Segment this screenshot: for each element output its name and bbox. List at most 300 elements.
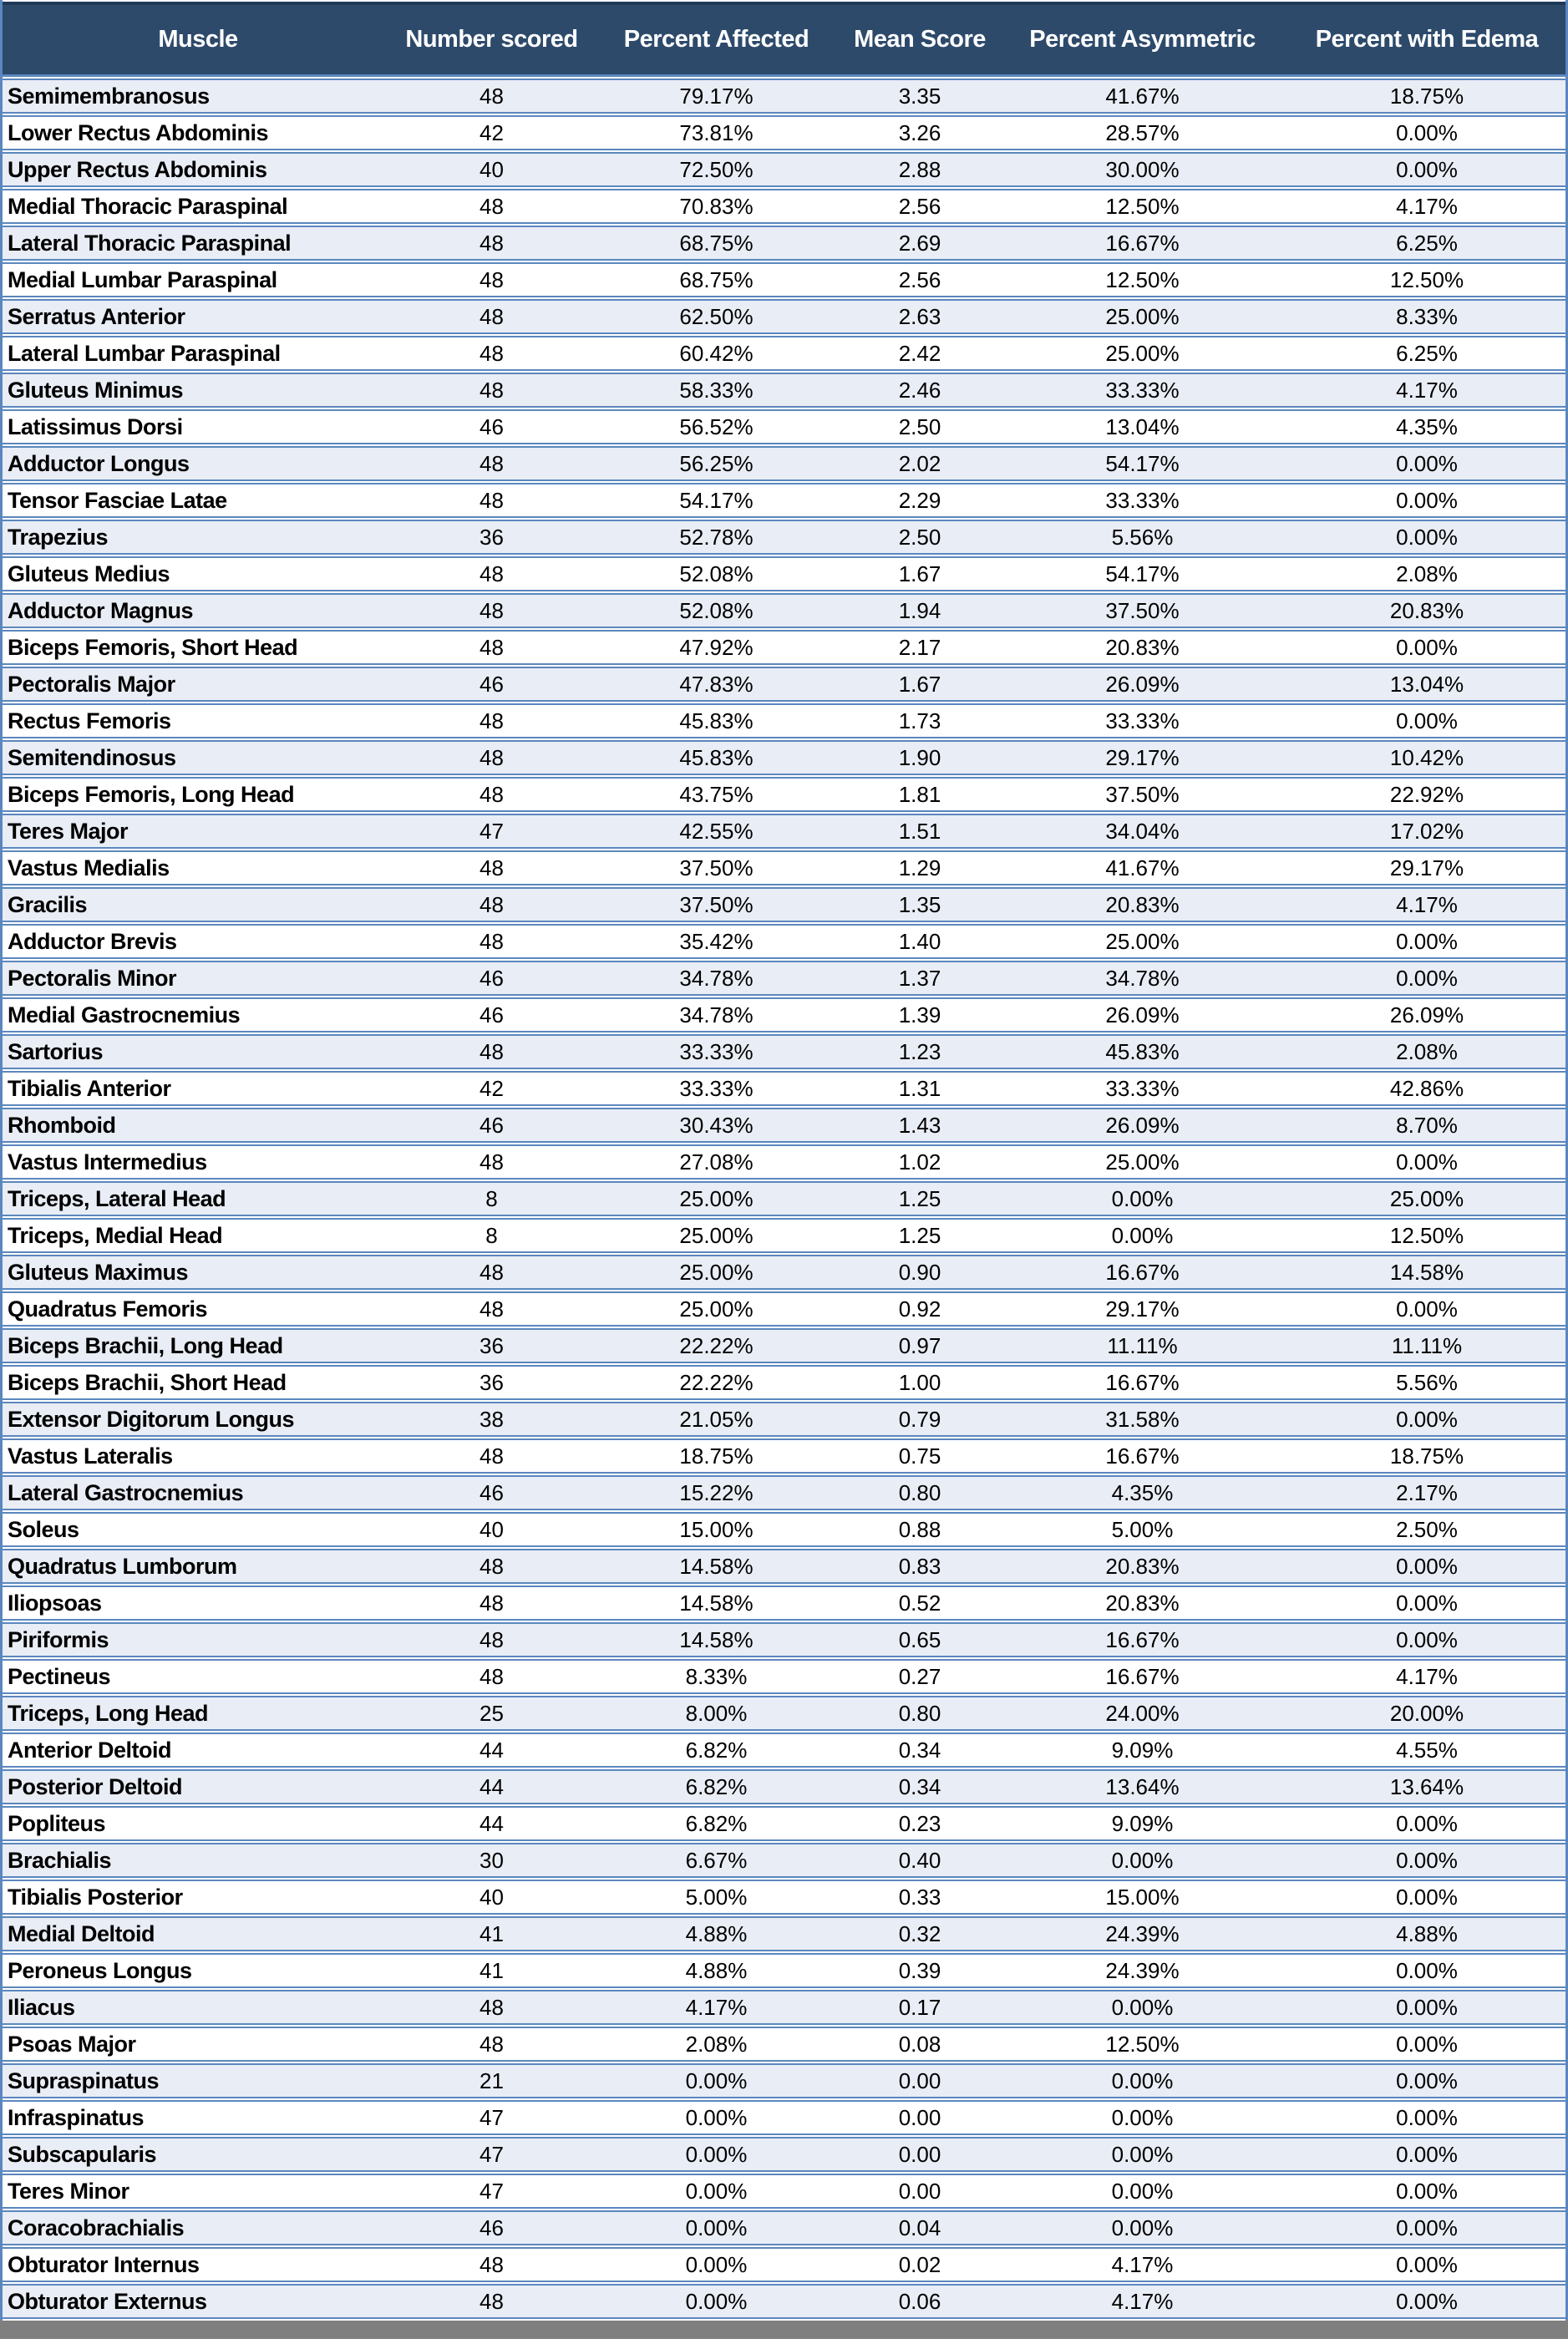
muscle-name-cell: Adductor Brevis bbox=[3, 924, 393, 959]
muscle-name-cell: Pectoralis Minor bbox=[3, 961, 393, 996]
table-row bbox=[3, 373, 1565, 408]
percent-asymmetric-cell: 5.56% bbox=[997, 520, 1288, 555]
number-scored-cell: 48 bbox=[393, 483, 590, 518]
percent-affected-cell: 0.00% bbox=[590, 2100, 843, 2135]
percent-asymmetric-cell: 11.11% bbox=[997, 1328, 1288, 1363]
percent-with-edema-cell: 4.88% bbox=[1288, 1916, 1565, 1951]
muscle-name-cell: Tensor Fasciae Latae bbox=[3, 483, 393, 518]
table-row bbox=[3, 520, 1565, 555]
percent-with-edema-cell: 17.02% bbox=[1288, 814, 1565, 849]
number-scored-cell: 48 bbox=[393, 299, 590, 334]
mean-score-cell: 0.65 bbox=[843, 1622, 997, 1657]
percent-affected-cell: 47.83% bbox=[590, 667, 843, 702]
muscle-name-cell: Lateral Thoracic Paraspinal bbox=[3, 226, 393, 261]
percent-with-edema-cell: 18.75% bbox=[1288, 79, 1565, 114]
percent-asymmetric-cell: 16.67% bbox=[997, 1255, 1288, 1290]
percent-with-edema-cell: 0.00% bbox=[1288, 961, 1565, 996]
muscle-name-cell: Semitendinosus bbox=[3, 740, 393, 775]
table-row bbox=[3, 667, 1565, 702]
mean-score-cell: 1.73 bbox=[843, 703, 997, 738]
mean-score-cell: 0.23 bbox=[843, 1806, 997, 1841]
percent-asymmetric-cell: 30.00% bbox=[997, 152, 1288, 187]
percent-with-edema-cell: 20.83% bbox=[1288, 593, 1565, 628]
percent-asymmetric-cell: 16.67% bbox=[997, 1622, 1288, 1657]
percent-asymmetric-cell: 12.50% bbox=[997, 189, 1288, 224]
percent-with-edema-cell: 22.92% bbox=[1288, 777, 1565, 812]
table-row bbox=[3, 1990, 1565, 2025]
percent-with-edema-cell: 0.00% bbox=[1288, 630, 1565, 665]
percent-with-edema-cell: 0.00% bbox=[1288, 2137, 1565, 2172]
number-scored-cell: 8 bbox=[393, 1218, 590, 1253]
percent-asymmetric-cell: 16.67% bbox=[997, 1438, 1288, 1474]
percent-affected-cell: 72.50% bbox=[590, 152, 843, 187]
percent-affected-cell: 25.00% bbox=[590, 1291, 843, 1327]
percent-asymmetric-cell: 4.17% bbox=[997, 2247, 1288, 2282]
percent-asymmetric-cell: 25.00% bbox=[997, 336, 1288, 371]
percent-asymmetric-cell: 37.50% bbox=[997, 593, 1288, 628]
percent-with-edema-cell: 2.50% bbox=[1288, 1512, 1565, 1547]
percent-with-edema-cell: 0.00% bbox=[1288, 1990, 1565, 2025]
percent-with-edema-cell: 0.00% bbox=[1288, 1843, 1565, 1878]
column-header-mean-score: Mean Score bbox=[843, 2, 997, 77]
muscle-name-cell: Adductor Magnus bbox=[3, 593, 393, 628]
number-scored-cell: 40 bbox=[393, 1512, 590, 1547]
number-scored-cell: 48 bbox=[393, 1622, 590, 1657]
muscle-name-cell: Biceps Brachii, Short Head bbox=[3, 1365, 393, 1400]
percent-with-edema-cell: 4.17% bbox=[1288, 189, 1565, 224]
percent-asymmetric-cell: 33.33% bbox=[997, 1071, 1288, 1106]
number-scored-cell: 44 bbox=[393, 1733, 590, 1768]
table-row bbox=[3, 336, 1565, 371]
mean-score-cell: 0.39 bbox=[843, 1953, 997, 1988]
number-scored-cell: 48 bbox=[393, 1438, 590, 1474]
table-row bbox=[3, 1365, 1565, 1400]
number-scored-cell: 46 bbox=[393, 997, 590, 1032]
table-row bbox=[3, 630, 1565, 665]
muscle-name-cell: Adductor Longus bbox=[3, 446, 393, 481]
table-row bbox=[3, 1402, 1565, 1437]
mean-score-cell: 0.04 bbox=[843, 2210, 997, 2245]
table-row bbox=[3, 814, 1565, 849]
percent-with-edema-cell: 0.00% bbox=[1288, 1880, 1565, 1915]
number-scored-cell: 48 bbox=[393, 850, 590, 885]
number-scored-cell: 47 bbox=[393, 2137, 590, 2172]
percent-affected-cell: 56.52% bbox=[590, 409, 843, 444]
number-scored-cell: 46 bbox=[393, 1108, 590, 1143]
percent-affected-cell: 37.50% bbox=[590, 850, 843, 885]
percent-affected-cell: 0.00% bbox=[590, 2284, 843, 2319]
percent-asymmetric-cell: 54.17% bbox=[997, 556, 1288, 591]
number-scored-cell: 36 bbox=[393, 1365, 590, 1400]
table-row bbox=[3, 262, 1565, 297]
percent-affected-cell: 68.75% bbox=[590, 226, 843, 261]
number-scored-cell: 44 bbox=[393, 1806, 590, 1841]
percent-affected-cell: 43.75% bbox=[590, 777, 843, 812]
number-scored-cell: 47 bbox=[393, 2174, 590, 2209]
percent-with-edema-cell: 0.00% bbox=[1288, 2247, 1565, 2282]
mean-score-cell: 1.51 bbox=[843, 814, 997, 849]
muscle-name-cell: Gluteus Maximus bbox=[3, 1255, 393, 1290]
muscle-name-cell: Teres Minor bbox=[3, 2174, 393, 2209]
number-scored-cell: 48 bbox=[393, 2027, 590, 2062]
muscle-name-cell: Gluteus Minimus bbox=[3, 373, 393, 408]
number-scored-cell: 36 bbox=[393, 1328, 590, 1363]
mean-score-cell: 1.40 bbox=[843, 924, 997, 959]
mean-score-cell: 0.08 bbox=[843, 2027, 997, 2062]
percent-affected-cell: 35.42% bbox=[590, 924, 843, 959]
number-scored-cell: 48 bbox=[393, 777, 590, 812]
percent-affected-cell: 15.22% bbox=[590, 1475, 843, 1510]
table-row bbox=[3, 299, 1565, 334]
mean-score-cell: 1.25 bbox=[843, 1181, 997, 1216]
number-scored-cell: 48 bbox=[393, 226, 590, 261]
percent-asymmetric-cell: 34.04% bbox=[997, 814, 1288, 849]
percent-asymmetric-cell: 24.39% bbox=[997, 1916, 1288, 1951]
table-row bbox=[3, 593, 1565, 628]
mean-score-cell: 0.33 bbox=[843, 1880, 997, 1915]
mean-score-cell: 3.26 bbox=[843, 115, 997, 150]
muscle-name-cell: Quadratus Lumborum bbox=[3, 1549, 393, 1584]
percent-with-edema-cell: 4.17% bbox=[1288, 1659, 1565, 1694]
percent-with-edema-cell: 0.00% bbox=[1288, 2210, 1565, 2245]
percent-with-edema-cell: 0.00% bbox=[1288, 1402, 1565, 1437]
percent-with-edema-cell: 13.04% bbox=[1288, 667, 1565, 702]
percent-affected-cell: 56.25% bbox=[590, 446, 843, 481]
percent-with-edema-cell: 4.17% bbox=[1288, 887, 1565, 922]
percent-with-edema-cell: 2.17% bbox=[1288, 1475, 1565, 1510]
muscle-name-cell: Triceps, Medial Head bbox=[3, 1218, 393, 1253]
mean-score-cell: 1.35 bbox=[843, 887, 997, 922]
table-row bbox=[3, 1071, 1565, 1106]
percent-asymmetric-cell: 20.83% bbox=[997, 1585, 1288, 1621]
number-scored-cell: 48 bbox=[393, 2284, 590, 2319]
mean-score-cell: 0.06 bbox=[843, 2284, 997, 2319]
number-scored-cell: 48 bbox=[393, 703, 590, 738]
table-row bbox=[3, 2210, 1565, 2245]
muscle-name-cell: Triceps, Long Head bbox=[3, 1696, 393, 1731]
percent-asymmetric-cell: 12.50% bbox=[997, 2027, 1288, 2062]
mean-score-cell: 0.80 bbox=[843, 1696, 997, 1731]
table-row bbox=[3, 189, 1565, 224]
percent-asymmetric-cell: 15.00% bbox=[997, 1880, 1288, 1915]
number-scored-cell: 46 bbox=[393, 961, 590, 996]
mean-score-cell: 2.69 bbox=[843, 226, 997, 261]
percent-asymmetric-cell: 9.09% bbox=[997, 1806, 1288, 1841]
percent-affected-cell: 6.82% bbox=[590, 1806, 843, 1841]
percent-affected-cell: 14.58% bbox=[590, 1585, 843, 1621]
table-row bbox=[3, 1769, 1565, 1804]
table-row bbox=[3, 1953, 1565, 1988]
mean-score-cell: 1.43 bbox=[843, 1108, 997, 1143]
table-row bbox=[3, 1696, 1565, 1731]
table-row bbox=[3, 1218, 1565, 1253]
muscle-name-cell: Tibialis Anterior bbox=[3, 1071, 393, 1106]
mean-score-cell: 0.52 bbox=[843, 1585, 997, 1621]
number-scored-cell: 48 bbox=[393, 1255, 590, 1290]
percent-asymmetric-cell: 45.83% bbox=[997, 1034, 1288, 1069]
percent-with-edema-cell: 5.56% bbox=[1288, 1365, 1565, 1400]
muscle-name-cell: Tibialis Posterior bbox=[3, 1880, 393, 1915]
mean-score-cell: 0.00 bbox=[843, 2100, 997, 2135]
percent-affected-cell: 33.33% bbox=[590, 1034, 843, 1069]
percent-with-edema-cell: 0.00% bbox=[1288, 152, 1565, 187]
muscle-name-cell: Pectoralis Major bbox=[3, 667, 393, 702]
percent-affected-cell: 52.78% bbox=[590, 520, 843, 555]
mean-score-cell: 2.17 bbox=[843, 630, 997, 665]
bottom-gray-bar bbox=[0, 2321, 1568, 2339]
percent-with-edema-cell: 11.11% bbox=[1288, 1328, 1565, 1363]
percent-asymmetric-cell: 20.83% bbox=[997, 1549, 1288, 1584]
percent-affected-cell: 25.00% bbox=[590, 1181, 843, 1216]
percent-affected-cell: 68.75% bbox=[590, 262, 843, 297]
percent-with-edema-cell: 0.00% bbox=[1288, 1622, 1565, 1657]
number-scored-cell: 48 bbox=[393, 887, 590, 922]
percent-asymmetric-cell: 24.39% bbox=[997, 1953, 1288, 1988]
table-row bbox=[3, 1328, 1565, 1363]
percent-affected-cell: 18.75% bbox=[590, 1438, 843, 1474]
percent-affected-cell: 0.00% bbox=[590, 2174, 843, 2209]
percent-affected-cell: 14.58% bbox=[590, 1549, 843, 1584]
mean-score-cell: 0.80 bbox=[843, 1475, 997, 1510]
table-row bbox=[3, 1512, 1565, 1547]
percent-asymmetric-cell: 16.67% bbox=[997, 226, 1288, 261]
mean-score-cell: 1.31 bbox=[843, 1071, 997, 1106]
percent-asymmetric-cell: 24.00% bbox=[997, 1696, 1288, 1731]
mean-score-cell: 0.17 bbox=[843, 1990, 997, 2025]
muscle-name-cell: Subscapularis bbox=[3, 2137, 393, 2172]
percent-affected-cell: 0.00% bbox=[590, 2247, 843, 2282]
muscle-name-cell: Obturator Externus bbox=[3, 2284, 393, 2319]
percent-asymmetric-cell: 37.50% bbox=[997, 777, 1288, 812]
number-scored-cell: 47 bbox=[393, 2100, 590, 2135]
percent-with-edema-cell: 0.00% bbox=[1288, 446, 1565, 481]
percent-asymmetric-cell: 12.50% bbox=[997, 262, 1288, 297]
muscle-name-cell: Coracobrachialis bbox=[3, 2210, 393, 2245]
percent-asymmetric-cell: 0.00% bbox=[997, 1181, 1288, 1216]
table-row bbox=[3, 850, 1565, 885]
mean-score-cell: 1.29 bbox=[843, 850, 997, 885]
number-scored-cell: 8 bbox=[393, 1181, 590, 1216]
muscle-name-cell: Iliacus bbox=[3, 1990, 393, 2025]
percent-affected-cell: 6.82% bbox=[590, 1769, 843, 1804]
header-row bbox=[3, 2, 1565, 77]
number-scored-cell: 36 bbox=[393, 520, 590, 555]
percent-asymmetric-cell: 26.09% bbox=[997, 667, 1288, 702]
percent-affected-cell: 60.42% bbox=[590, 336, 843, 371]
mean-score-cell: 2.63 bbox=[843, 299, 997, 334]
percent-affected-cell: 37.50% bbox=[590, 887, 843, 922]
number-scored-cell: 41 bbox=[393, 1916, 590, 1951]
number-scored-cell: 48 bbox=[393, 630, 590, 665]
muscle-name-cell: Trapezius bbox=[3, 520, 393, 555]
percent-with-edema-cell: 6.25% bbox=[1288, 226, 1565, 261]
percent-with-edema-cell: 18.75% bbox=[1288, 1438, 1565, 1474]
percent-with-edema-cell: 13.64% bbox=[1288, 1769, 1565, 1804]
percent-asymmetric-cell: 16.67% bbox=[997, 1365, 1288, 1400]
number-scored-cell: 46 bbox=[393, 409, 590, 444]
percent-asymmetric-cell: 33.33% bbox=[997, 483, 1288, 518]
mean-score-cell: 0.34 bbox=[843, 1733, 997, 1768]
table-row bbox=[3, 1585, 1565, 1621]
muscle-name-cell: Extensor Digitorum Longus bbox=[3, 1402, 393, 1437]
muscle-name-cell: Psoas Major bbox=[3, 2027, 393, 2062]
percent-affected-cell: 34.78% bbox=[590, 997, 843, 1032]
percent-affected-cell: 52.08% bbox=[590, 593, 843, 628]
percent-with-edema-cell: 12.50% bbox=[1288, 1218, 1565, 1253]
muscle-data-table bbox=[3, 0, 1565, 2321]
percent-with-edema-cell: 0.00% bbox=[1288, 520, 1565, 555]
percent-with-edema-cell: 0.00% bbox=[1288, 1549, 1565, 1584]
percent-affected-cell: 5.00% bbox=[590, 1880, 843, 1915]
mean-score-cell: 1.25 bbox=[843, 1218, 997, 1253]
column-header-number-scored: Number scored bbox=[393, 2, 590, 77]
table-row bbox=[3, 115, 1565, 150]
percent-with-edema-cell: 4.17% bbox=[1288, 373, 1565, 408]
percent-asymmetric-cell: 31.58% bbox=[997, 1402, 1288, 1437]
table-row bbox=[3, 2063, 1565, 2098]
percent-with-edema-cell: 0.00% bbox=[1288, 1585, 1565, 1621]
mean-score-cell: 0.92 bbox=[843, 1291, 997, 1327]
percent-asymmetric-cell: 0.00% bbox=[997, 2100, 1288, 2135]
muscle-name-cell: Semimembranosus bbox=[3, 79, 393, 114]
percent-affected-cell: 62.50% bbox=[590, 299, 843, 334]
mean-score-cell: 2.88 bbox=[843, 152, 997, 187]
muscle-name-cell: Lateral Lumbar Paraspinal bbox=[3, 336, 393, 371]
percent-asymmetric-cell: 0.00% bbox=[997, 1990, 1288, 2025]
table-row bbox=[3, 1880, 1565, 1915]
table-row bbox=[3, 556, 1565, 591]
number-scored-cell: 48 bbox=[393, 1585, 590, 1621]
table-row bbox=[3, 2137, 1565, 2172]
table-row bbox=[3, 740, 1565, 775]
percent-with-edema-cell: 26.09% bbox=[1288, 997, 1565, 1032]
muscle-name-cell: Medial Lumbar Paraspinal bbox=[3, 262, 393, 297]
percent-affected-cell: 4.88% bbox=[590, 1953, 843, 1988]
muscle-name-cell: Popliteus bbox=[3, 1806, 393, 1841]
mean-score-cell: 0.00 bbox=[843, 2137, 997, 2172]
number-scored-cell: 46 bbox=[393, 667, 590, 702]
mean-score-cell: 1.39 bbox=[843, 997, 997, 1032]
percent-with-edema-cell: 10.42% bbox=[1288, 740, 1565, 775]
table-row bbox=[3, 1181, 1565, 1216]
mean-score-cell: 0.34 bbox=[843, 1769, 997, 1804]
mean-score-cell: 0.32 bbox=[843, 1916, 997, 1951]
percent-asymmetric-cell: 0.00% bbox=[997, 2137, 1288, 2172]
percent-with-edema-cell: 0.00% bbox=[1288, 115, 1565, 150]
percent-asymmetric-cell: 29.17% bbox=[997, 1291, 1288, 1327]
muscle-name-cell: Obturator Internus bbox=[3, 2247, 393, 2282]
table-row bbox=[3, 2247, 1565, 2282]
number-scored-cell: 46 bbox=[393, 2210, 590, 2245]
percent-affected-cell: 8.33% bbox=[590, 1659, 843, 1694]
number-scored-cell: 40 bbox=[393, 152, 590, 187]
percent-asymmetric-cell: 41.67% bbox=[997, 850, 1288, 885]
mean-score-cell: 0.97 bbox=[843, 1328, 997, 1363]
percent-affected-cell: 73.81% bbox=[590, 115, 843, 150]
percent-with-edema-cell: 0.00% bbox=[1288, 2284, 1565, 2319]
mean-score-cell: 1.37 bbox=[843, 961, 997, 996]
mean-score-cell: 2.50 bbox=[843, 520, 997, 555]
number-scored-cell: 48 bbox=[393, 1291, 590, 1327]
muscle-name-cell: Piriformis bbox=[3, 1622, 393, 1657]
percent-asymmetric-cell: 13.04% bbox=[997, 409, 1288, 444]
muscle-name-cell: Rhomboid bbox=[3, 1108, 393, 1143]
mean-score-cell: 2.02 bbox=[843, 446, 997, 481]
percent-asymmetric-cell: 0.00% bbox=[997, 2063, 1288, 2098]
number-scored-cell: 38 bbox=[393, 1402, 590, 1437]
number-scored-cell: 44 bbox=[393, 1769, 590, 1804]
table-row bbox=[3, 961, 1565, 996]
mean-score-cell: 1.67 bbox=[843, 667, 997, 702]
number-scored-cell: 40 bbox=[393, 1880, 590, 1915]
muscle-name-cell: Vastus Intermedius bbox=[3, 1144, 393, 1180]
muscle-name-cell: Biceps Brachii, Long Head bbox=[3, 1328, 393, 1363]
percent-affected-cell: 34.78% bbox=[590, 961, 843, 996]
number-scored-cell: 48 bbox=[393, 1659, 590, 1694]
mean-score-cell: 0.83 bbox=[843, 1549, 997, 1584]
percent-affected-cell: 58.33% bbox=[590, 373, 843, 408]
number-scored-cell: 25 bbox=[393, 1696, 590, 1731]
percent-asymmetric-cell: 16.67% bbox=[997, 1659, 1288, 1694]
number-scored-cell: 48 bbox=[393, 1549, 590, 1584]
muscle-name-cell: Soleus bbox=[3, 1512, 393, 1547]
percent-affected-cell: 47.92% bbox=[590, 630, 843, 665]
table-row bbox=[3, 1733, 1565, 1768]
percent-affected-cell: 4.17% bbox=[590, 1990, 843, 2025]
mean-score-cell: 0.40 bbox=[843, 1843, 997, 1878]
percent-affected-cell: 33.33% bbox=[590, 1071, 843, 1106]
percent-with-edema-cell: 4.55% bbox=[1288, 1733, 1565, 1768]
table-row bbox=[3, 887, 1565, 922]
percent-affected-cell: 79.17% bbox=[590, 79, 843, 114]
percent-with-edema-cell: 2.08% bbox=[1288, 1034, 1565, 1069]
mean-score-cell: 0.88 bbox=[843, 1512, 997, 1547]
table-row bbox=[3, 1291, 1565, 1327]
percent-asymmetric-cell: 26.09% bbox=[997, 1108, 1288, 1143]
muscle-name-cell: Gracilis bbox=[3, 887, 393, 922]
mean-score-cell: 2.56 bbox=[843, 189, 997, 224]
mean-score-cell: 1.02 bbox=[843, 1144, 997, 1180]
column-header-percent-affected: Percent Affected bbox=[590, 2, 843, 77]
percent-asymmetric-cell: 33.33% bbox=[997, 703, 1288, 738]
percent-with-edema-cell: 0.00% bbox=[1288, 2100, 1565, 2135]
mean-score-cell: 1.23 bbox=[843, 1034, 997, 1069]
muscle-name-cell: Quadratus Femoris bbox=[3, 1291, 393, 1327]
percent-with-edema-cell: 0.00% bbox=[1288, 2174, 1565, 2209]
number-scored-cell: 41 bbox=[393, 1953, 590, 1988]
number-scored-cell: 48 bbox=[393, 373, 590, 408]
percent-affected-cell: 0.00% bbox=[590, 2210, 843, 2245]
percent-asymmetric-cell: 5.00% bbox=[997, 1512, 1288, 1547]
muscle-name-cell: Infraspinatus bbox=[3, 2100, 393, 2135]
percent-asymmetric-cell: 29.17% bbox=[997, 740, 1288, 775]
number-scored-cell: 48 bbox=[393, 79, 590, 114]
percent-affected-cell: 4.88% bbox=[590, 1916, 843, 1951]
number-scored-cell: 48 bbox=[393, 740, 590, 775]
mean-score-cell: 0.00 bbox=[843, 2174, 997, 2209]
mean-score-cell: 1.81 bbox=[843, 777, 997, 812]
number-scored-cell: 48 bbox=[393, 924, 590, 959]
number-scored-cell: 42 bbox=[393, 1071, 590, 1106]
number-scored-cell: 48 bbox=[393, 1144, 590, 1180]
number-scored-cell: 30 bbox=[393, 1843, 590, 1878]
table-row bbox=[3, 1916, 1565, 1951]
muscle-name-cell: Vastus Lateralis bbox=[3, 1438, 393, 1474]
table-row bbox=[3, 703, 1565, 738]
muscle-name-cell: Rectus Femoris bbox=[3, 703, 393, 738]
percent-asymmetric-cell: 4.17% bbox=[997, 2284, 1288, 2319]
percent-asymmetric-cell: 26.09% bbox=[997, 997, 1288, 1032]
